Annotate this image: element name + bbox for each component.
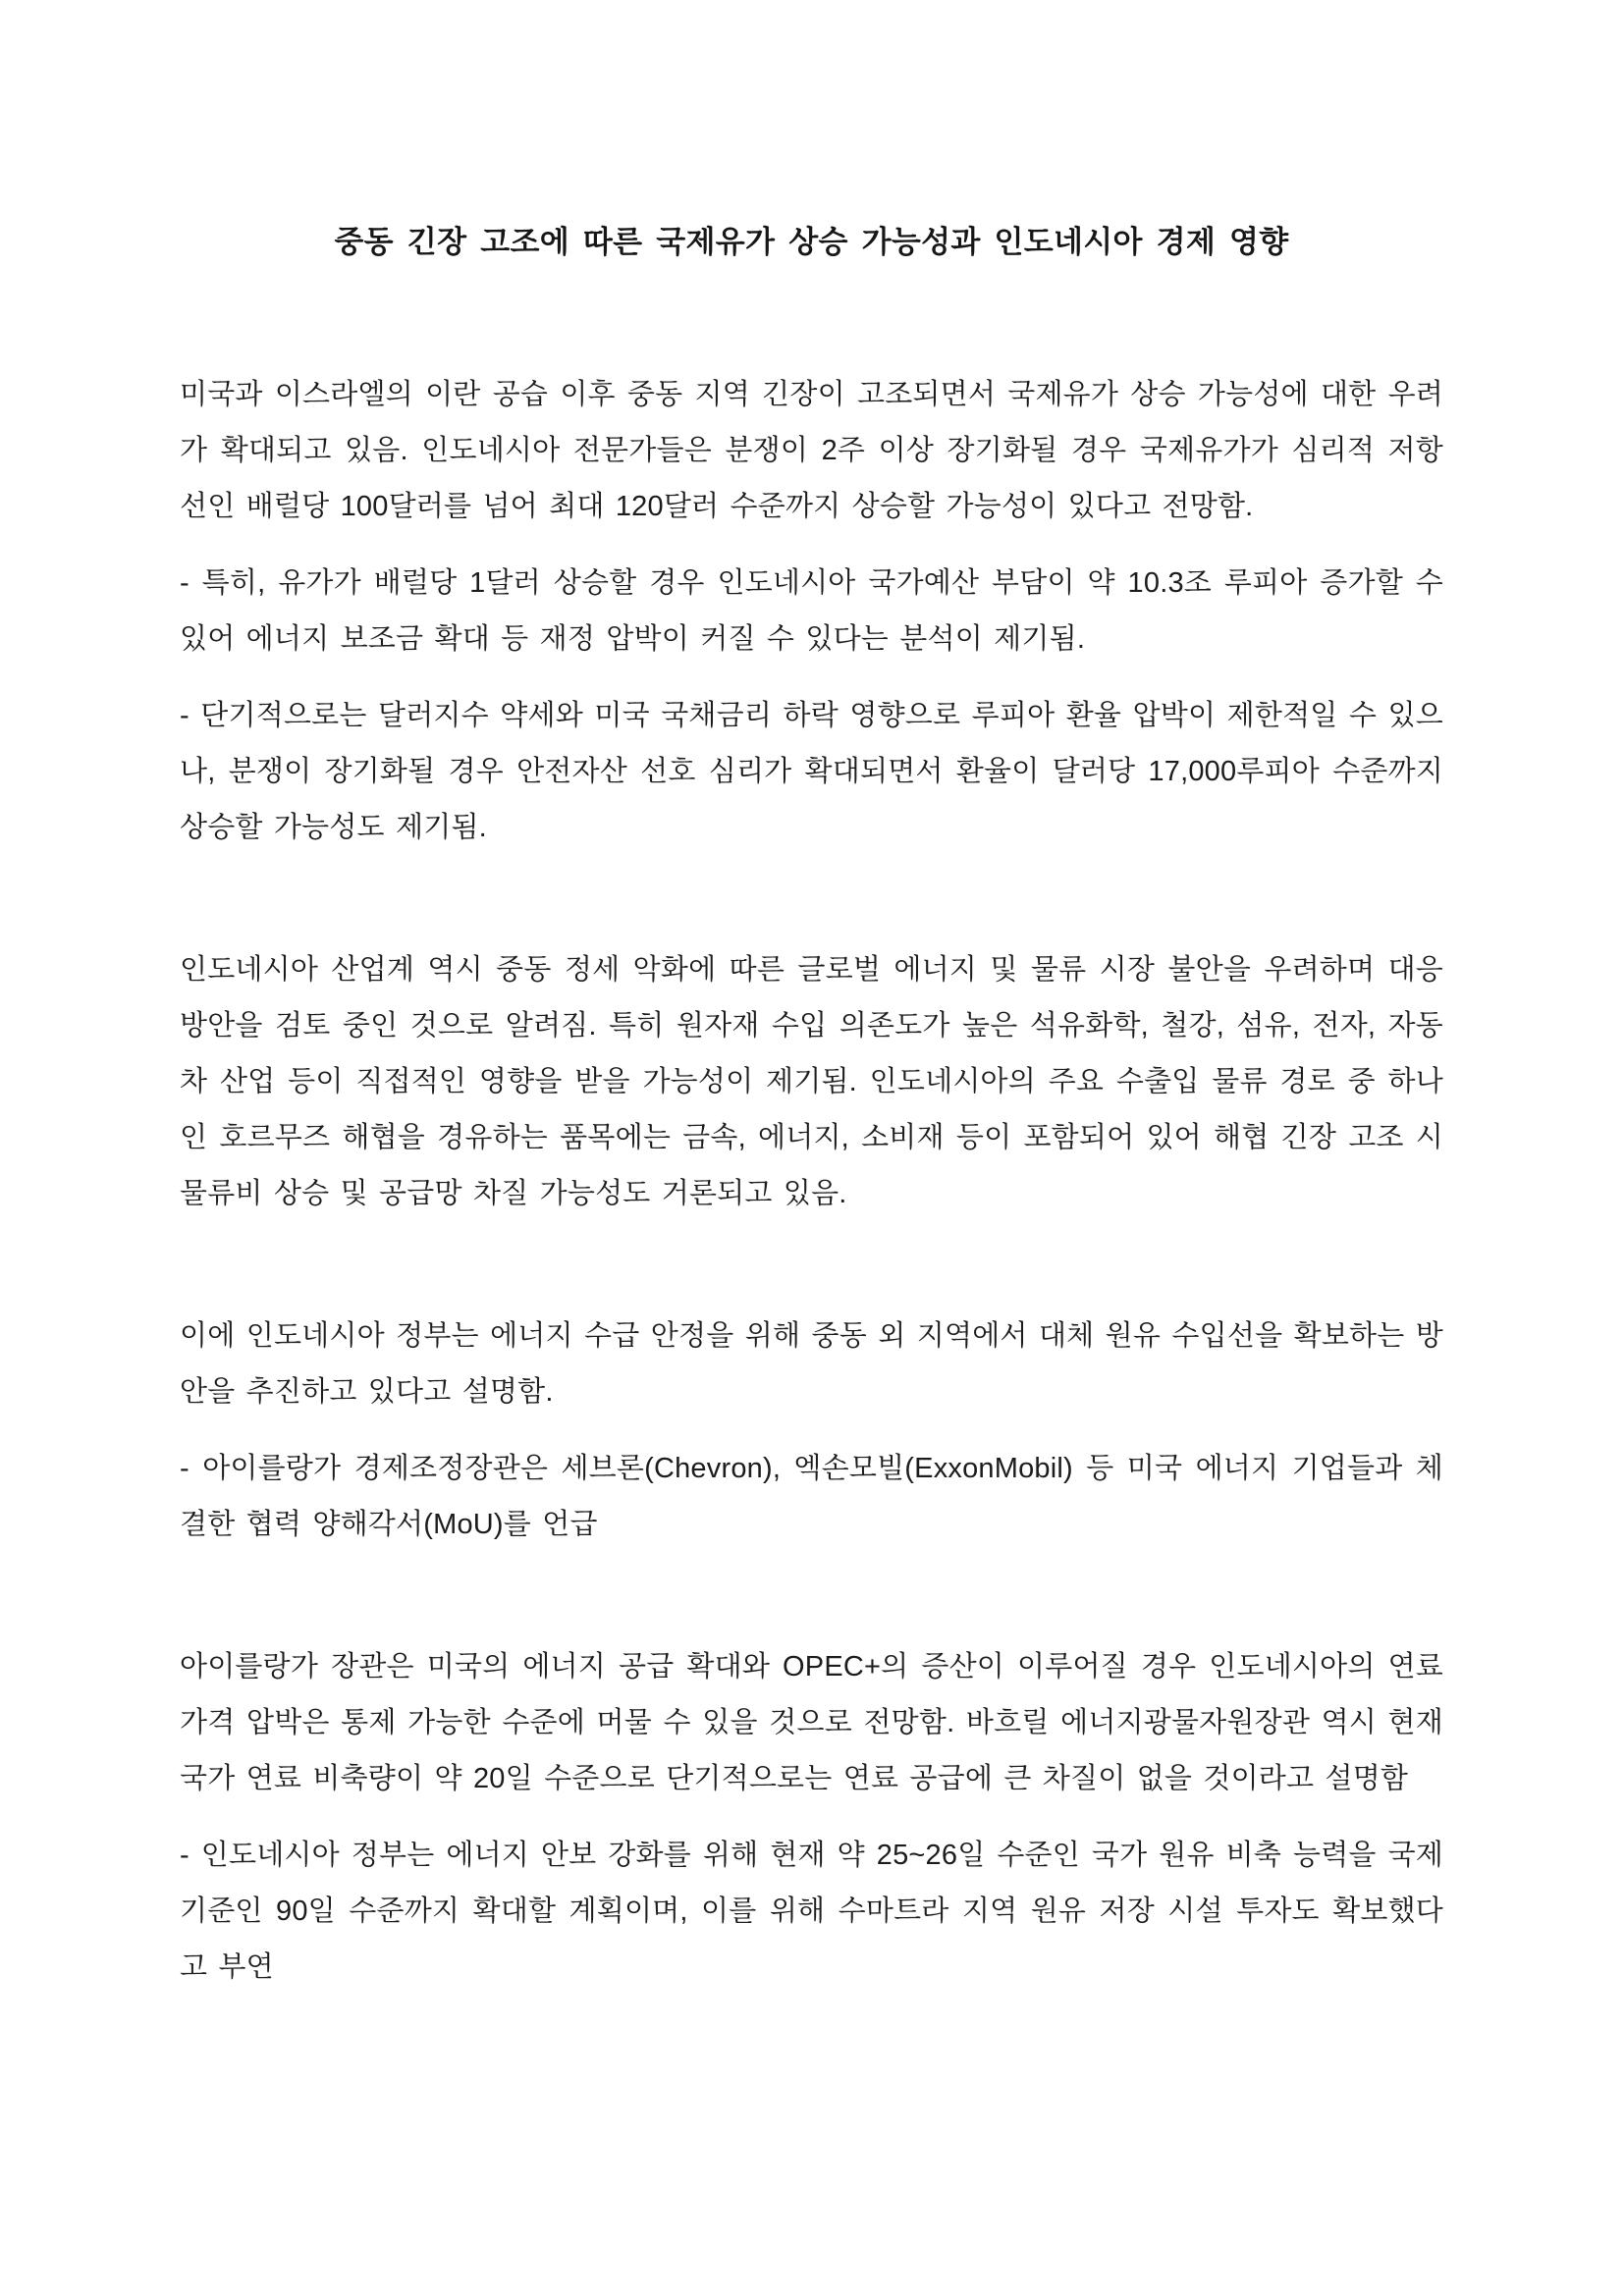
paragraph-oil-reserve-plan: - 인도네시아 정부는 에너지 안보 강화를 위해 현재 약 25~26일 수준인 국가 원유 비축 능력을 국제 기준인 90일 수준까지 확대할 계획이며, 이를 위해 수마트라 지역 원유 저장 시설 투자도 확보했다고 부연 <box>180 1839 1443 1983</box>
paragraph-industry-concerns: 인도네시아 산업계 역시 중동 정세 악화에 따른 글로벌 에너지 및 물류 시장 불안을 우려하며 대응 방안을 검토 중인 것으로 알려짐. 특히 원자재 수입 의존도가 높은 석유화학, 철강, 섬유, 전자, 자동차 산업 등이 직접적인 영향을 받을 가능성이 제기됨. 인도네시아의 주요 수출입 물류 경로 중 하나인 호르무즈 해협을 경유하는 품목에는 금속, 에너지, 소비재 등이 포함되어 있어 해협 긴장 고조 시 물류비 상승 및 공급망 차질 가능성도 거론되고 있음. <box>180 953 1443 1209</box>
paragraph-fuel-supply-outlook: 아이를랑가 장관은 미국의 에너지 공급 확대와 OPEC+의 증산이 이루어질 경우 인도네시아의 연료 가격 압박은 통제 가능한 수준에 머물 수 있을 것으로 전망함. 바흐릴 에너지광물자원장관 역시 현재 국가 연료 비축량이 약 20일 수준으로 단기적으로는 연료 공급에 큰 차질이 없을 것이라고 설명함 <box>180 1650 1443 1794</box>
paragraph-mou-mention: - 아이를랑가 경제조정장관은 세브론(Chevron), 엑손모빌(ExxonMobil) 등 미국 에너지 기업들과 체결한 협력 양해각서(MoU)를 언급 <box>180 1452 1443 1540</box>
document-title: 중동 긴장 고조에 따른 국제유가 상승 가능성과 인도네시아 경제 영향 <box>334 225 1289 259</box>
paragraph-government-response: 이에 인도네시아 정부는 에너지 수급 안정을 위해 중동 외 지역에서 대체 원유 수입선을 확보하는 방안을 추진하고 있다고 설명함. <box>180 1319 1443 1408</box>
paragraph-budget-impact: - 특히, 유가가 배럴당 1달러 상승할 경우 인도네시아 국가예산 부담이 약 10.3조 루피아 증가할 수 있어 에너지 보조금 확대 등 재정 압박이 커질 수 있다는 분석이 제기됨. <box>180 566 1443 655</box>
paragraph-exchange-rate: - 단기적으로는 달러지수 약세와 미국 국채금리 하락 영향으로 루피아 환율 압박이 제한적일 수 있으나, 분쟁이 장기화될 경우 안전자산 선호 심리가 확대되면서 환율이 달러당 17,000루피아 수준까지 상승할 가능성도 제기됨. <box>180 699 1443 843</box>
paragraph-oil-price-outlook: 미국과 이스라엘의 이란 공습 이후 중동 지역 긴장이 고조되면서 국제유가 상승 가능성에 대한 우려가 확대되고 있음. 인도네시아 전문가들은 분쟁이 2주 이상 장기화될 경우 국제유가가 심리적 저항선인 배럴당 100달러를 넘어 최대 120달러 수준까지 상승할 가능성이 있다고 전망함. <box>180 378 1443 522</box>
